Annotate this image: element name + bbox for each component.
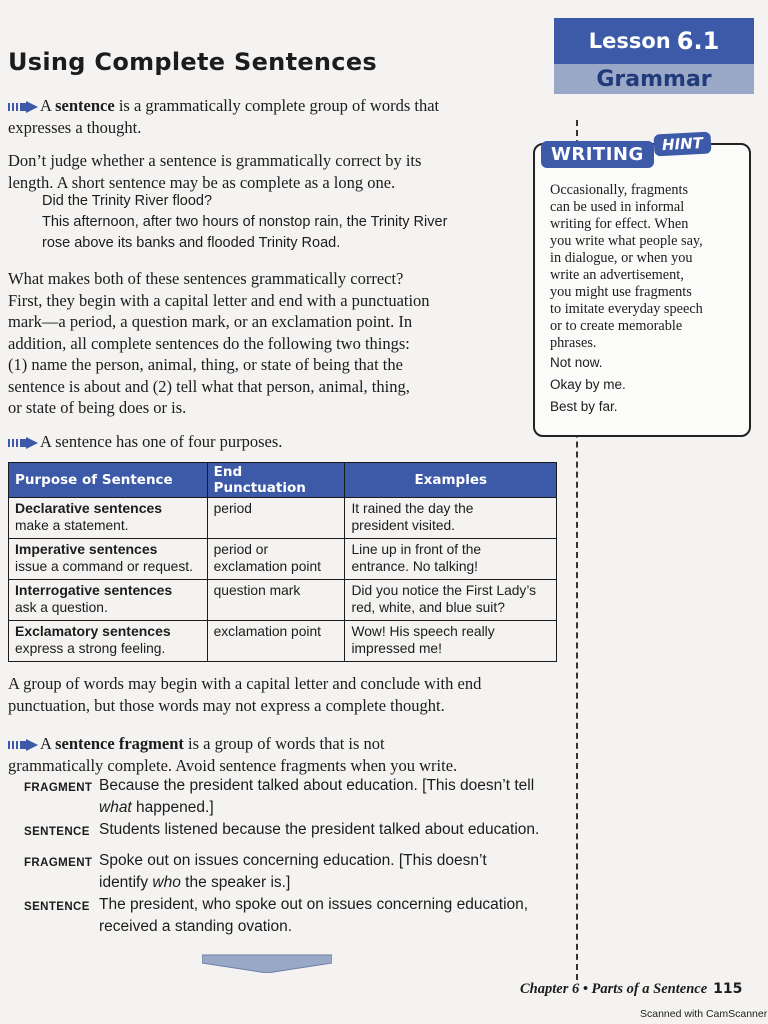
example-cell <box>345 580 557 621</box>
text-line: or state of being does or is. <box>8 398 187 417</box>
example-text: Line up in front of the <box>351 542 482 557</box>
text-line: addition, all complete sentences do the following two things: <box>8 333 410 353</box>
term-sentence-fragment: sentence fragment <box>55 734 184 753</box>
punctuation-text: period <box>213 501 252 516</box>
definition-text-2: expresses a thought. <box>8 117 142 137</box>
text-line: punctuation, but those words may not express a complete thought. <box>8 695 445 715</box>
example-line: This afternoon, after two hours of nonstop rain, the Trinity River <box>42 214 448 230</box>
example-text: Students listened because the president talked about education. <box>99 821 540 838</box>
example-text-rest: happened.] <box>131 798 214 816</box>
lesson-badge <box>554 18 754 64</box>
purpose-term: Declarative sentences <box>15 500 163 516</box>
purpose-cell <box>9 539 208 580</box>
example-label: SENTENCE <box>24 826 90 838</box>
definition-text: is a grammatically complete group of words that <box>118 96 440 115</box>
purpose-cell <box>9 580 208 621</box>
example-sentence-1 <box>24 819 584 841</box>
example-text: Because the president talked about education. [This doesn’t tell <box>99 777 535 794</box>
purpose-desc: issue a command or request. <box>15 559 193 574</box>
punctuation-text: exclamation point <box>213 624 321 639</box>
arrow-right-icon <box>8 101 38 113</box>
punctuation-text: exclamation point <box>213 559 321 574</box>
example-text: Did you notice the First Lady’s <box>351 583 537 598</box>
example-text-2 <box>99 872 584 894</box>
example-text: entrance. No talking! <box>351 559 479 574</box>
purposes-statement <box>8 431 548 453</box>
definition-text: is a group of words that is not <box>188 734 385 753</box>
text-line: What makes both of these sentences grammatically correct? <box>8 269 404 288</box>
column-header: End Punctuation <box>207 463 345 498</box>
hint-writing-label: WRITING <box>541 141 654 168</box>
example-text: Spoke out on issues concerning education. [This doesn’t <box>99 852 487 869</box>
term-sentence: sentence <box>55 96 115 115</box>
purpose-term: Exclamatory sentences <box>15 623 171 639</box>
sentence-definition: A sentence is a grammatically complete group of words that expresses a thought. <box>8 96 440 137</box>
column-header: Purpose of Sentence <box>9 463 208 498</box>
example-fragment-1 <box>24 775 584 818</box>
hint-example: Okay by me. <box>550 377 626 392</box>
example-text: red, white, and blue suit? <box>351 600 505 615</box>
hint-line: can be used in informal <box>550 199 685 215</box>
italic-word: who <box>152 873 181 891</box>
hint-example: Not now. <box>550 355 603 370</box>
hint-line: you write what people say, <box>550 233 703 249</box>
punctuation-cell <box>207 539 345 580</box>
italic-word: what <box>99 798 132 816</box>
example-line: Did the Trinity River flood? <box>42 193 213 209</box>
purposes-text: A sentence has one of four purposes. <box>40 432 283 451</box>
page-footer <box>520 981 742 998</box>
example-label: FRAGMENT <box>24 857 93 869</box>
lesson-number: 6.1 <box>676 27 720 55</box>
example-label: SENTENCE <box>24 901 90 913</box>
section-label: Grammar <box>554 64 754 94</box>
hint-line: in dialogue, or when you <box>550 250 693 266</box>
lesson-label: Lesson <box>588 29 671 53</box>
example-line: rose above its banks and flooded Trinity Road. <box>42 235 341 251</box>
page-title: Using Complete Sentences <box>8 48 377 76</box>
arrow-right-icon <box>8 437 38 449</box>
table-row <box>9 580 557 621</box>
example-sentences <box>42 191 542 254</box>
purpose-desc: ask a question. <box>15 600 108 615</box>
hint-line: to imitate everyday speech <box>550 301 703 317</box>
example-text: impressed me! <box>351 641 442 656</box>
text-line: Don’t judge whether a sentence is grammatically correct by its <box>8 151 422 170</box>
example-cell <box>345 539 557 580</box>
example-cell <box>345 498 557 539</box>
punctuation-text: period or <box>213 542 269 557</box>
hint-line: you might use fragments <box>550 284 692 300</box>
hint-line: write an advertisement, <box>550 267 684 283</box>
purpose-term: Imperative sentences <box>15 541 158 557</box>
page-tab-decoration <box>202 953 332 973</box>
punctuation-cell <box>207 498 345 539</box>
example-text-rest: the speaker is.] <box>180 873 291 891</box>
purpose-desc: make a statement. <box>15 518 129 533</box>
example-text-2 <box>99 797 584 819</box>
text-line: First, they begin with a capital letter and end with a punctuation <box>8 290 430 310</box>
table-row <box>9 539 557 580</box>
example-label: FRAGMENT <box>24 782 93 794</box>
purposes-table <box>8 462 557 662</box>
paragraph-fragment-intro <box>8 673 568 716</box>
example-text: The president, who spoke out on issues concerning education, <box>99 896 529 913</box>
example-text: It rained the day the <box>351 501 474 516</box>
paragraph-length <box>8 150 548 193</box>
example-text-2: received a standing ovation. <box>99 917 293 935</box>
table-header-row <box>9 463 557 498</box>
example-fragment-2 <box>24 850 584 893</box>
example-text-pre: identify <box>99 873 153 891</box>
punctuation-text: question mark <box>213 583 301 598</box>
page-number: 115 <box>713 981 743 997</box>
purpose-cell <box>9 621 208 662</box>
example-sentence-2 <box>24 894 584 937</box>
text-line: A group of words may begin with a capital letter and conclude with end <box>8 674 482 693</box>
hint-example: Best by far. <box>550 399 618 414</box>
hint-label: HINT <box>653 132 711 157</box>
table-row <box>9 498 557 539</box>
punctuation-cell <box>207 621 345 662</box>
purpose-cell <box>9 498 208 539</box>
text-line: sentence is about and (2) tell what that person, animal, thing, <box>8 376 410 396</box>
purpose-term: Interrogative sentences <box>15 582 173 598</box>
text-line: mark—a period, a question mark, or an exclamation point. In <box>8 312 413 331</box>
purpose-desc: express a strong feeling. <box>15 641 166 656</box>
example-text: president visited. <box>351 518 455 533</box>
scanner-watermark: Scanned with CamScanner <box>640 1008 768 1020</box>
text-line: (1) name the person, animal, thing, or state of being that the <box>8 355 403 374</box>
hint-text <box>550 182 738 418</box>
column-header: Examples <box>345 463 557 498</box>
example-cell <box>345 621 557 662</box>
definition-text-2: grammatically complete. Avoid sentence fragments when you write. <box>8 755 458 775</box>
hint-line: Occasionally, fragments <box>550 182 689 198</box>
hint-line: writing for effect. When <box>550 216 689 232</box>
example-text: Wow! His speech really <box>351 624 495 639</box>
chapter-label: Chapter 6 • Parts of a Sentence <box>520 981 708 997</box>
arrow-right-icon <box>8 739 38 751</box>
hint-line: or to create memorable <box>550 318 683 334</box>
punctuation-cell <box>207 580 345 621</box>
fragment-definition: A sentence fragment is a group of words that is not grammatically complete. Avoid sentence fragments when you write. <box>8 734 458 775</box>
text-line: length. A short sentence may be as complete as a long one. <box>8 172 396 192</box>
paragraph-explanation <box>8 268 548 419</box>
hint-line: phrases. <box>550 335 597 351</box>
table-row <box>9 621 557 662</box>
